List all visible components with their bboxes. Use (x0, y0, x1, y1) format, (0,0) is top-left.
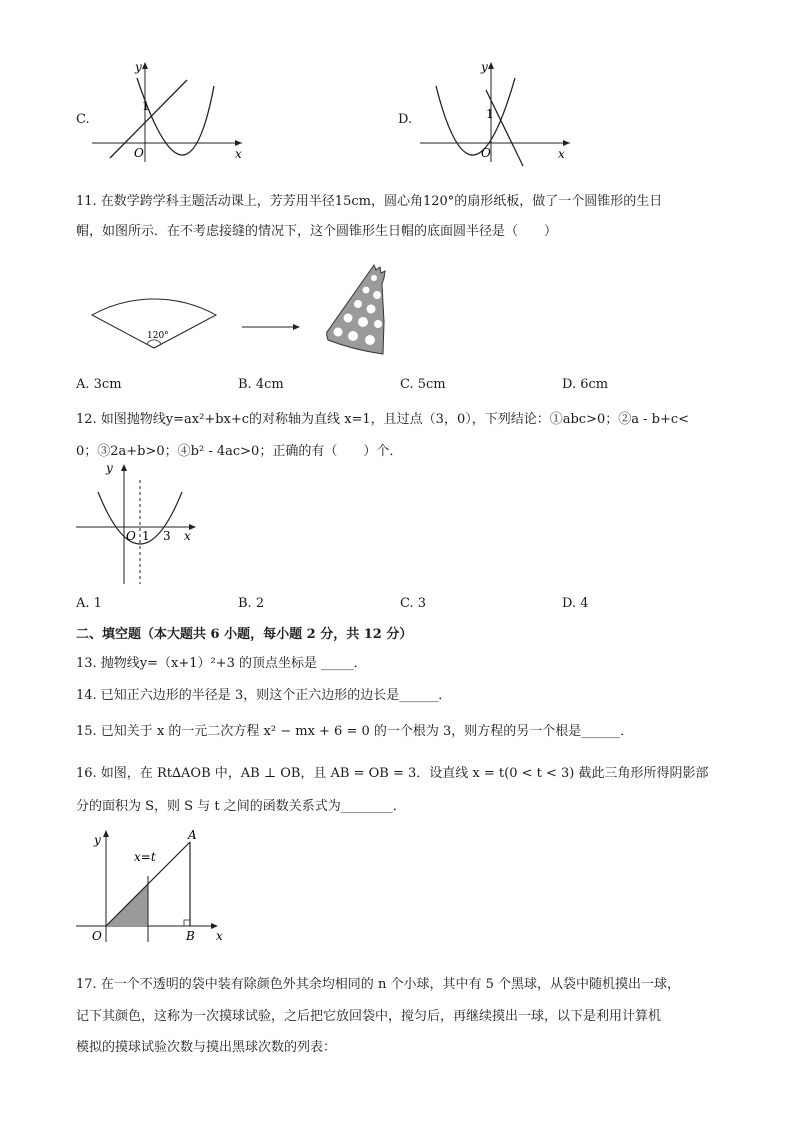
q17-line3: 模拟的摸球试验次数与摸出黑球次数的列表： (76, 1040, 337, 1055)
q15-text: 15. 已知关于 x 的一元二次方程 x² − mx + 6 = 0 的一个根为 3，则方程的另一个根是______． (76, 724, 634, 739)
q11-option-b: B. 4cm (238, 377, 284, 392)
q12-tick3-label: 3 (163, 529, 171, 543)
option-d-origin-label: O (481, 146, 491, 160)
option-d-y-label: y (481, 60, 488, 74)
q11-line2: 帽，如图所示．在不考虑接缝的情况下，这个圆锥形生日帽的底面圆半径是（ ） (76, 224, 558, 239)
parabola-figure (76, 460, 206, 590)
q16-x-label: x (216, 929, 223, 943)
q12-line1: 12. 如图抛物线y=ax²+bx+c的对称轴为直线 x=1，且过点（3，0），下列结论：①abc>0；②a - b+c< (76, 412, 690, 427)
option-c-label: C. (76, 112, 90, 127)
q12-option-d: D. 4 (562, 596, 589, 611)
q17-line1: 17. 在一个不透明的袋中装有除颜色外其余均相同的 n 个小球，其中有 5 个黑球，从袋中随机摸出一球， (76, 977, 680, 992)
option-d-intercept-label: 1 (486, 107, 494, 121)
q16-line-label: x=t (134, 850, 156, 864)
birthday-hat-figure (324, 262, 394, 362)
q12-origin-label: O (126, 529, 136, 543)
option-d-label: D. (398, 112, 413, 127)
q11-option-a: A. 3cm (76, 377, 122, 392)
q12-y-label: y (106, 461, 113, 475)
option-c-intercept-label: 1 (142, 99, 150, 113)
section-title: 二、填空题（本大题共 6 小题，每小题 2 分，共 12 分） (76, 627, 413, 642)
q12-option-c: C. 3 (400, 596, 427, 611)
q11-option-c: C. 5cm (400, 377, 446, 392)
q16-line1: 16. 如图，在 Rt∆AOB 中，AB ⊥ OB，且 AB = OB = 3．设直线 x = t(0 < t < 3) 截此三角形所得阴影部 (76, 766, 709, 781)
q12-x-label: x (184, 529, 191, 543)
option-d-x-label: x (558, 147, 565, 161)
q16-point-b-label: B (186, 929, 195, 943)
sector-angle-label: 120° (147, 331, 169, 341)
q12-option-b: B. 2 (238, 596, 265, 611)
graph-option-d (420, 58, 600, 168)
q11-line1: 11. 在数学跨学科主题活动课上，芳芳用半径15cm，圆心角120°的扇形纸板，做了一个圆锥形的生日 (76, 194, 663, 209)
q16-origin-label: O (92, 929, 102, 943)
arrow-figure (242, 322, 312, 332)
q16-point-a-label: A (188, 828, 197, 842)
option-c-origin-label: O (134, 146, 144, 160)
option-c-x-label: x (235, 147, 242, 161)
sector-figure (90, 262, 230, 352)
q12-line2: 0；③2a+b>0；④b² - 4ac>0；正确的有（ ）个． (76, 444, 403, 459)
q12-option-a: A. 1 (76, 596, 102, 611)
q13-text: 13. 抛物线y=（x+1）²+3 的顶点坐标是 _____． (76, 656, 367, 671)
q16-line2: 分的面积为 S，则 S 与 t 之间的函数关系式为________． (76, 799, 406, 814)
triangle-figure (76, 826, 236, 946)
option-c-y-label: y (135, 60, 142, 74)
q12-tick1-label: 1 (142, 529, 150, 543)
q17-line2: 记下其颜色，这称为一次摸球试验，之后把它放回袋中，搅匀后，再继续摸出一球，以下是利用计算机 (76, 1009, 662, 1024)
q16-y-label: y (94, 833, 101, 847)
q11-option-d: D. 6cm (562, 377, 609, 392)
q14-text: 14. 已知正六边形的半径是 3，则这个正六边形的边长是______． (76, 688, 452, 703)
graph-option-c (92, 58, 272, 168)
